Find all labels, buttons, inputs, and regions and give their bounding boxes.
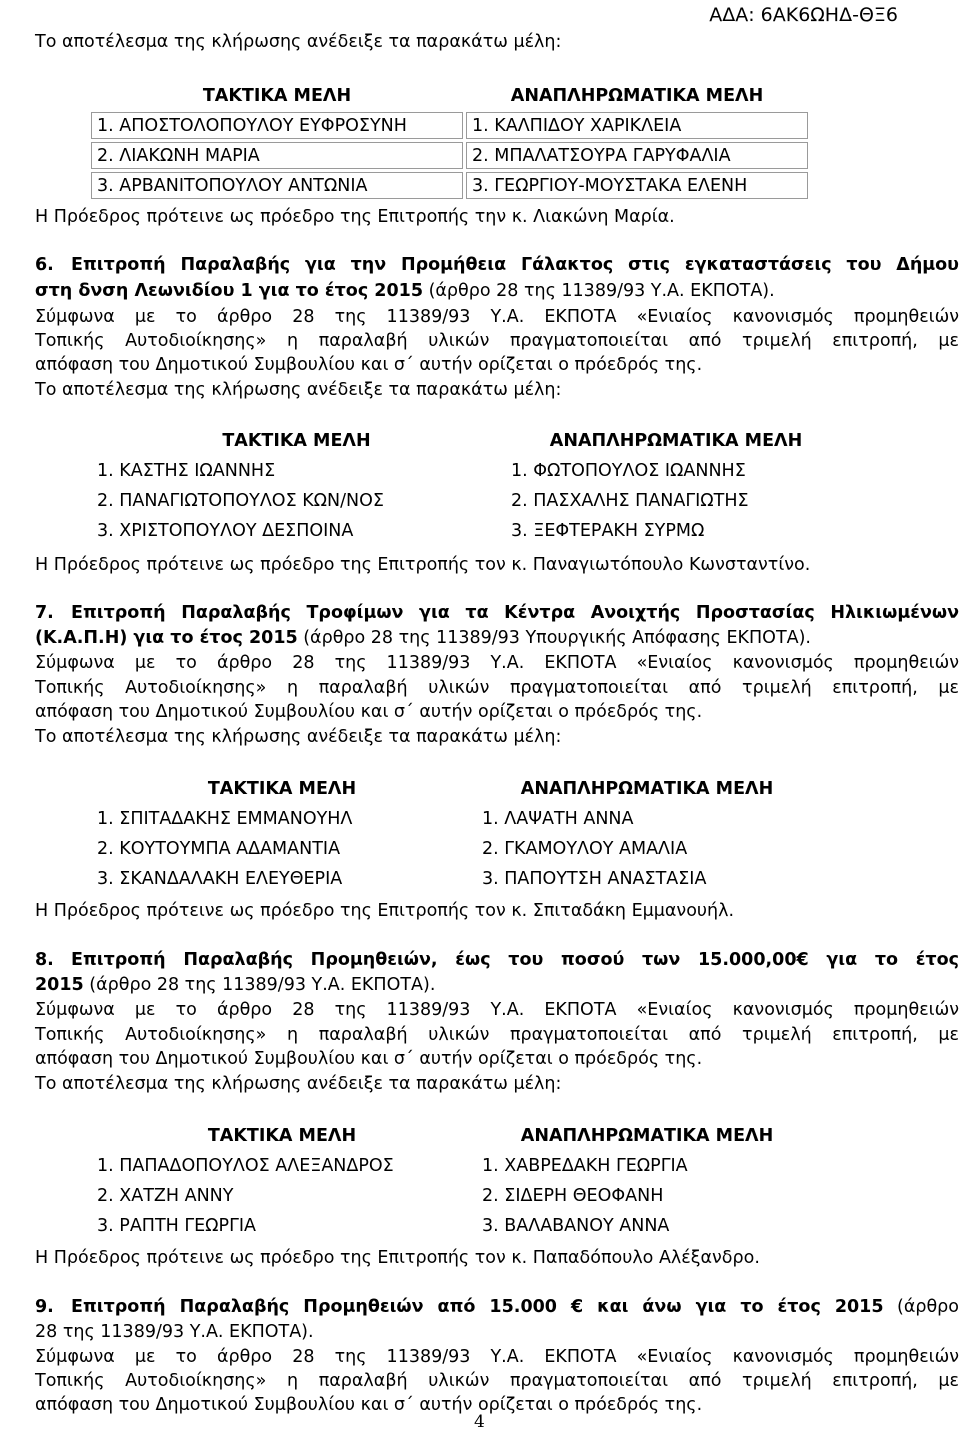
alternate-members-header: ΑΝΑΠΛΗΡΩΜΑΤΙΚΑ ΜΕΛΗ [476, 775, 818, 802]
alternate-member: 1. ΦΩΤΟΠΟΥΛΟΣ ΙΩΑΝΝΗΣ [505, 457, 847, 484]
alternate-member: 1. ΛΑΨΑΤΗ ΑΝΝΑ [476, 805, 818, 832]
section-8-result: Το αποτέλεσμα της κλήρωσης ανέδειξε τα παρακάτω μέλη: [35, 1074, 562, 1094]
alternate-member: 2. ΓΚΑΜΟΥΛΟΥ ΑΜΑΛΙΑ [476, 835, 818, 862]
ada-label: ΑΔΑ: [709, 4, 755, 26]
section-9-title-line2: 28 της 11389/93 Υ.Α. ΕΚΠΟΤΑ). [35, 1322, 314, 1342]
section-7-number: 7. [35, 603, 54, 623]
section-9-title [35, 1297, 959, 1317]
section-9-title-rest: (άρθρο [883, 1297, 959, 1317]
section-7-title-line2 [35, 628, 811, 648]
ada-code: 6ΑΚ6ΩΗΔ-ΘΞ6 [760, 4, 898, 26]
president-statement-1: Η Πρόεδρος πρότεινε ως πρόεδρο της Επιτροπής την κ. Λιακώνη Μαρία. [35, 207, 675, 227]
section-8-number: 8. [35, 950, 54, 970]
regular-members-header: ΤΑΚΤΙΚΑ ΜΕΛΗ [91, 775, 473, 802]
section-9-number: 9. [35, 1297, 54, 1317]
regular-member: 2. ΚΟΥΤΟΥΜΠΑ ΑΔΑΜΑΝΤΙΑ [91, 835, 473, 862]
alternate-member: 3. ΒΑΛΑΒΑΝΟΥ ΑΝΝΑ [476, 1212, 818, 1239]
alternate-members-header: ΑΝΑΠΛΗΡΩΜΑΤΙΚΑ ΜΕΛΗ [505, 427, 847, 454]
alternate-members-header: ΑΝΑΠΛΗΡΩΜΑΤΙΚΑ ΜΕΛΗ [476, 1122, 818, 1149]
regular-members-header: ΤΑΚΤΙΚΑ ΜΕΛΗ [91, 427, 502, 454]
section-7-title [35, 603, 959, 623]
regular-members-header: ΤΑΚΤΙΚΑ ΜΕΛΗ [91, 1122, 473, 1149]
section-6-title-line2 [35, 281, 775, 301]
section-6-number: 6. [35, 255, 54, 275]
members-table-7 [88, 772, 821, 895]
section-7-result: Το αποτέλεσμα της κλήρωσης ανέδειξε τα παρακάτω μέλη: [35, 727, 562, 747]
ada-header [709, 4, 898, 26]
regular-member: 2. ΠΑΝΑΓΙΩΤΟΠΟΥΛΟΣ ΚΩΝ/ΝΟΣ [91, 487, 502, 514]
section-8-title-bold: 2015 [35, 975, 84, 995]
alternate-member: 3. ΞΕΦΤΕΡΑΚΗ ΣΥΡΜΩ [505, 517, 847, 544]
page-number: 4 [474, 1412, 485, 1432]
section-8-title-line2 [35, 975, 435, 995]
regular-member: 1. ΚΑΣΤΗΣ ΙΩΑΝΝΗΣ [91, 457, 502, 484]
regular-member: 2. ΧΑΤΖΗ ΑΝΝΥ [91, 1182, 473, 1209]
section-7-local: Τοπικής Αυτοδιοίκησης» η παραλαβή υλικών πραγματοποιείται από τριμελή επιτροπή, με [35, 678, 959, 698]
alternate-member: 2. ΜΠΑΛΑΤΣΟΥΡΑ ΓΑΡΥΦΑΛΙΑ [466, 142, 808, 169]
alternate-member: 3. ΓΕΩΡΓΙΟΥ-ΜΟΥΣΤΑΚΑ ΕΛΕΝΗ [466, 172, 808, 199]
section-6-local: Τοπικής Αυτοδιοίκησης» η παραλαβή υλικών πραγματοποιείται από τριμελή επιτροπή, με [35, 331, 959, 351]
section-6-president: Η Πρόεδρος πρότεινε ως πρόεδρο της Επιτροπής τον κ. Παναγιωτόπουλο Κωνσταντίνο. [35, 555, 811, 575]
section-6-title-line1: Επιτροπή Παραλαβής για την Προμήθεια Γάλακτος στις εγκαταστάσεις του Δήμου [71, 255, 959, 275]
regular-member: 3. ΧΡΙΣΤΟΠΟΥΛΟΥ ΔΕΣΠΟΙΝΑ [91, 517, 502, 544]
regular-member: 1. ΠΑΠΑΔΟΠΟΥΛΟΣ ΑΛΕΞΑΝΔΡΟΣ [91, 1152, 473, 1179]
section-9-decision: απόφαση του Δημοτικού Συμβουλίου και σ΄ αυτήν ορίζεται ο πρόεδρός της. [35, 1395, 703, 1415]
section-8-title-line1: Επιτροπή Παραλαβής Προμηθειών, έως του ποσού των 15.000,00€ για το έτος [71, 950, 959, 970]
regular-member: 1. ΣΠΙΤΑΔΑΚΗΣ ΕΜΜΑΝΟΥΗΛ [91, 805, 473, 832]
section-6-title-rest: (άρθρο 28 της 11389/93 Υ.Α. ΕΚΠΟΤΑ). [423, 281, 775, 301]
section-7-title-rest: (άρθρο 28 της 11389/93 Υπουργικής Απόφασης ΕΚΠΟΤΑ). [297, 628, 811, 648]
section-8-president: Η Πρόεδρος πρότεινε ως πρόεδρο της Επιτροπής τον κ. Παπαδόπουλο Αλέξανδρο. [35, 1248, 760, 1268]
section-7-president: Η Πρόεδρος πρότεινε ως πρόεδρο της Επιτροπής τον κ. Σπιταδάκη Εμμανουήλ. [35, 901, 735, 921]
regular-member: 3. ΑΡΒΑΝΙΤΟΠΟΥΛΟΥ ΑΝΤΩΝΙΑ [91, 172, 463, 199]
section-8-title [35, 950, 959, 970]
regular-member: 3. ΣΚΑΝΔΑΛΑΚΗ ΕΛΕΥΘΕΡΙΑ [91, 865, 473, 892]
section-9-agreement: Σύμφωνα με το άρθρο 28 της 11389/93 Υ.Α. ΕΚΠΟΤΑ «Ενιαίος κανονισμός προμηθειών [35, 1347, 959, 1367]
section-6-result: Το αποτέλεσμα της κλήρωσης ανέδειξε τα παρακάτω μέλη: [35, 380, 562, 400]
section-9-local: Τοπικής Αυτοδιοίκησης» η παραλαβή υλικών πραγματοποιείται από τριμελή επιτροπή, με [35, 1371, 959, 1391]
alternate-member: 1. ΚΑΛΠΙΔΟΥ ΧΑΡΙΚΛΕΙΑ [466, 112, 808, 139]
section-7-title-line1: Επιτροπή Παραλαβής Τροφίμων για τα Κέντρα Ανοιχτής Προστασίας Ηλικιωμένων [71, 603, 959, 623]
section-7-title-bold: (Κ.Α.Π.Η) για το έτος 2015 [35, 628, 298, 648]
section-8-local: Τοπικής Αυτοδιοίκησης» η παραλαβή υλικών πραγματοποιείται από τριμελή επιτροπή, με [35, 1025, 959, 1045]
section-9-title-bold: Επιτροπή Παραλαβής Προμηθειών από 15.000 € και άνω για το έτος 2015 [71, 1297, 884, 1317]
section-6-agreement: Σύμφωνα με το άρθρο 28 της 11389/93 Υ.Α. ΕΚΠΟΤΑ «Ενιαίος κανονισμός προμηθειών [35, 307, 959, 327]
section-7-decision: απόφαση του Δημοτικού Συμβουλίου και σ΄ αυτήν ορίζεται ο πρόεδρός της. [35, 702, 703, 722]
alternate-members-header: ΑΝΑΠΛΗΡΩΜΑΤΙΚΑ ΜΕΛΗ [466, 82, 808, 109]
regular-member: 3. ΡΑΠΤΗ ΓΕΩΡΓΙΑ [91, 1212, 473, 1239]
section-6-title [35, 255, 959, 275]
alternate-member: 2. ΠΑΣΧΑΛΗΣ ΠΑΝΑΓΙΩΤΗΣ [505, 487, 847, 514]
regular-member: 1. ΑΠΟΣΤΟΛΟΠΟΥΛΟΥ ΕΥΦΡΟΣΥΝΗ [91, 112, 463, 139]
section-7-agreement: Σύμφωνα με το άρθρο 28 της 11389/93 Υ.Α. ΕΚΠΟΤΑ «Ενιαίος κανονισμός προμηθειών [35, 653, 959, 673]
members-table-1 [88, 79, 811, 202]
alternate-member: 2. ΣΙΔΕΡΗ ΘΕΟΦΑΝΗ [476, 1182, 818, 1209]
regular-member: 2. ΛΙΑΚΩΝΗ ΜΑΡΙΑ [91, 142, 463, 169]
alternate-member: 1. ΧΑΒΡΕΔΑΚΗ ΓΕΩΡΓΙΑ [476, 1152, 818, 1179]
members-table-6 [88, 424, 850, 547]
members-table-8 [88, 1119, 821, 1242]
section-8-agreement: Σύμφωνα με το άρθρο 28 της 11389/93 Υ.Α. ΕΚΠΟΤΑ «Ενιαίος κανονισμός προμηθειών [35, 1000, 959, 1020]
intro-line: Το αποτέλεσμα της κλήρωσης ανέδειξε τα παρακάτω μέλη: [35, 32, 562, 52]
section-6-decision: απόφαση του Δημοτικού Συμβουλίου και σ΄ αυτήν ορίζεται ο πρόεδρός της. [35, 355, 703, 375]
alternate-member: 3. ΠΑΠΟΥΤΣΗ ΑΝΑΣΤΑΣΙΑ [476, 865, 818, 892]
section-8-title-rest: (άρθρο 28 της 11389/93 Υ.Α. ΕΚΠΟΤΑ). [83, 975, 436, 995]
section-6-title-bold: στη δνση Λεωνιδίου 1 για το έτος 2015 [35, 281, 423, 301]
regular-members-header: ΤΑΚΤΙΚΑ ΜΕΛΗ [91, 82, 463, 109]
section-8-decision: απόφαση του Δημοτικού Συμβουλίου και σ΄ αυτήν ορίζεται ο πρόεδρός της. [35, 1049, 703, 1069]
